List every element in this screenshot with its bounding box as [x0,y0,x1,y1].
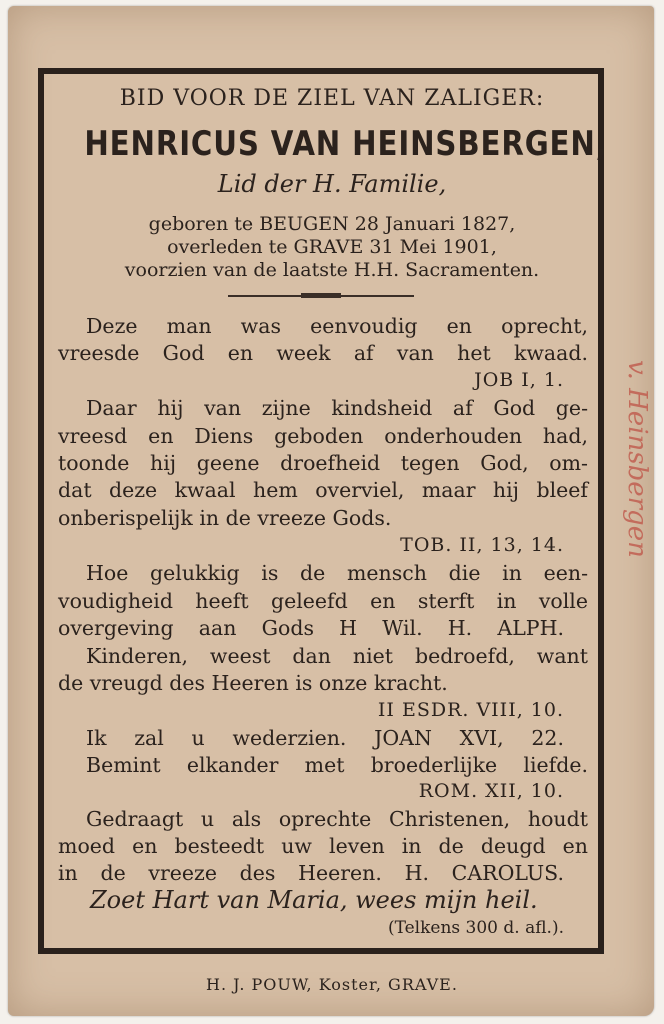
ornamental-divider [228,295,414,297]
sacraments-line: voorzien van de laatste H.H. Sacramenten. [124,259,540,281]
birth-line: geboren te BEUGEN 28 Januari 1827, [148,213,516,235]
verse-line: Hoe gelukkig is de mensch die in een- [86,561,588,585]
closing-prayer: Zoet Hart van Maria, wees mijn heil. [90,886,538,914]
verse-line: de vreugd des Heeren is onze kracht. [58,671,448,695]
deceased-name: HENRICUS VAN HEINSBERGEN, [84,124,608,164]
verse-line: moed en besteedt uw leven in de deugd en [58,834,588,858]
scripture-reference: II ESDR. VIII, 10. [377,699,564,721]
verse-line: overgeving aan Gods H Wil. H. ALPH. [58,616,564,640]
verse-line: Gedraagt u als oprechte Christenen, houdt [86,807,588,831]
printer-credit: H. J. POUW, Koster, GRAVE. [206,975,458,994]
handwritten-annotation: v. Heinsbergen [622,360,652,558]
verse-line: Ik zal u wederzien. JOAN XVI, 22. [86,726,564,750]
membership-line: Lid der H. Familie, [217,170,447,198]
verse-line: Bemint elkander met broederlijke liefde. [86,753,588,777]
scripture-reference: TOB. II, 13, 14. [400,534,564,556]
scripture-reference: ROM. XII, 10. [418,780,564,802]
verse-line: voudigheid heeft geleefd en sterft in volle [58,589,588,613]
verse-line: Deze man was eenvoudig en oprecht, [86,314,588,338]
verse-line: Kinderen, weest dan niet bedroefd, want [86,644,588,668]
scripture-reference: JOB I, 1. [474,369,564,391]
header-prayer: BID VOOR DE ZIEL VAN ZALIGER: [119,86,545,111]
verse-line: vreesd en Diens geboden onderhouden had, [58,424,588,448]
indulgence-note: (Telkens 300 d. afl.). [387,918,564,938]
death-line: overleden te GRAVE 31 Mei 1901, [167,236,497,258]
verse-line: dat deze kwaal hem overviel, maar hij bleef [58,478,588,502]
verse-line: in de vreeze des Heeren. H. CAROLUS. [58,861,564,885]
verse-line: onberispelijk in de vreeze Gods. [58,506,392,530]
verse-line: Daar hij van zijne kindsheid af God ge- [86,396,588,420]
verse-line: vreesde God en week af van het kwaad. [58,341,588,365]
verse-line: toonde hij geene droefheid tegen God, om- [58,451,588,475]
